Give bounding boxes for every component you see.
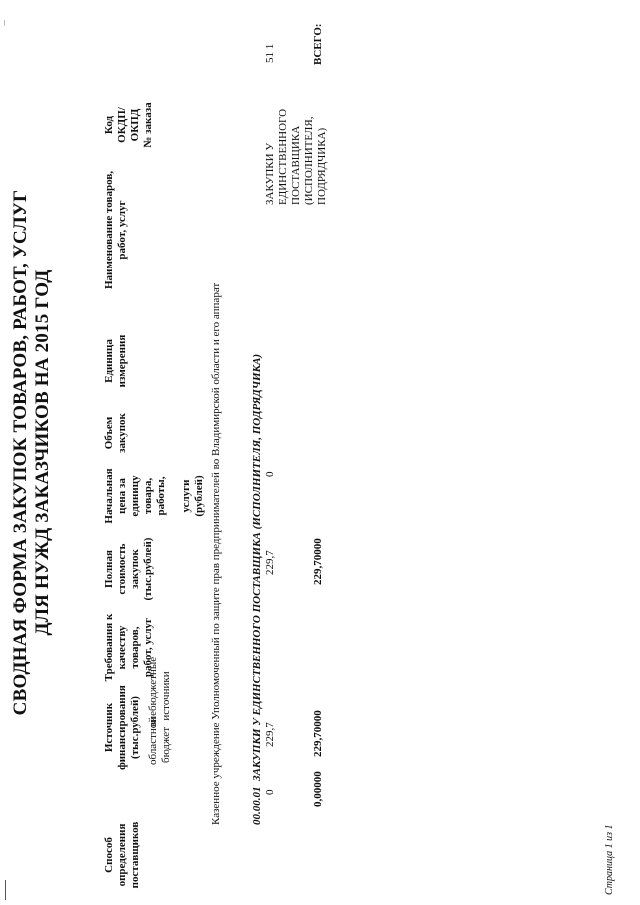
header-source: Источник финансирования (тыс.рублей) (103, 685, 141, 770)
customer-name: Казенное учреждение Уполномоченный по защите прав предпринимателей во Владимирской области и его аппарат (210, 282, 222, 825)
header-name: Наименование товаров, работ, услуг (103, 170, 128, 290)
row-start-price: 0 (264, 471, 276, 477)
row-extra-budget: 0 (264, 789, 276, 795)
header-method: Способ определения поставщиков (103, 821, 141, 889)
scan-edge-mark-top (4, 20, 5, 26)
total-extra-budget: 0,00000 (312, 771, 324, 807)
section-row (251, 354, 264, 825)
document-title-line-1: СВОДНАЯ ФОРМА ЗАКУПОК ТОВАРОВ, РАБОТ, УСЛУГ (10, 189, 31, 716)
header-code: Код ОКДП/ ОКПД № заказа (103, 102, 154, 148)
header-start-price: Начальная цена за единицу товара, работы, (103, 468, 167, 524)
total-regional-budget: 229,70000 (312, 710, 324, 757)
header-requirements: Требования к качеству товаров, работ, услуг (103, 613, 154, 682)
section-title: ЗАКУПКИ У ЕДИНСТВЕННОГО ПОСТАВЩИКА (ИСПОЛНИТЕЛЯ, ПОДРЯДЧИКА) (251, 353, 263, 781)
row-name: ЗАКУПКИ У ЕДИНСТВЕННОГО ПОСТАВЩИКА (ИСПОЛНИТЕЛЯ, ПОДРЯДЧИКА) (264, 108, 328, 205)
section-code: 00.00.01 (251, 786, 263, 825)
row-regional-budget: 229,7 (264, 722, 276, 747)
header-source-regional: областной бюджет (147, 716, 172, 765)
header-full-cost: Полная стоимость закупок (тыс.рублей) (103, 537, 154, 601)
total-full-cost: 229,70000 (312, 538, 324, 585)
row-full-cost: 229,7 (264, 550, 276, 575)
header-source-extra: внебюджетные источники (147, 656, 172, 727)
document-title-line-2: ДЛЯ НУЖД ЗАКАЗЧИКОВ НА 2015 ГОД (32, 269, 53, 636)
total-label: ВСЕГО: (312, 23, 324, 65)
row-code: 51 1 (264, 43, 276, 63)
header-unit: Единица измерения (103, 334, 128, 388)
header-start-price-tail: услуги (рублей) (180, 475, 205, 517)
header-volume: Объем закупок (103, 413, 128, 453)
page-footer: Страница 1 из 1 (604, 824, 615, 895)
scan-edge-mark (5, 880, 6, 900)
